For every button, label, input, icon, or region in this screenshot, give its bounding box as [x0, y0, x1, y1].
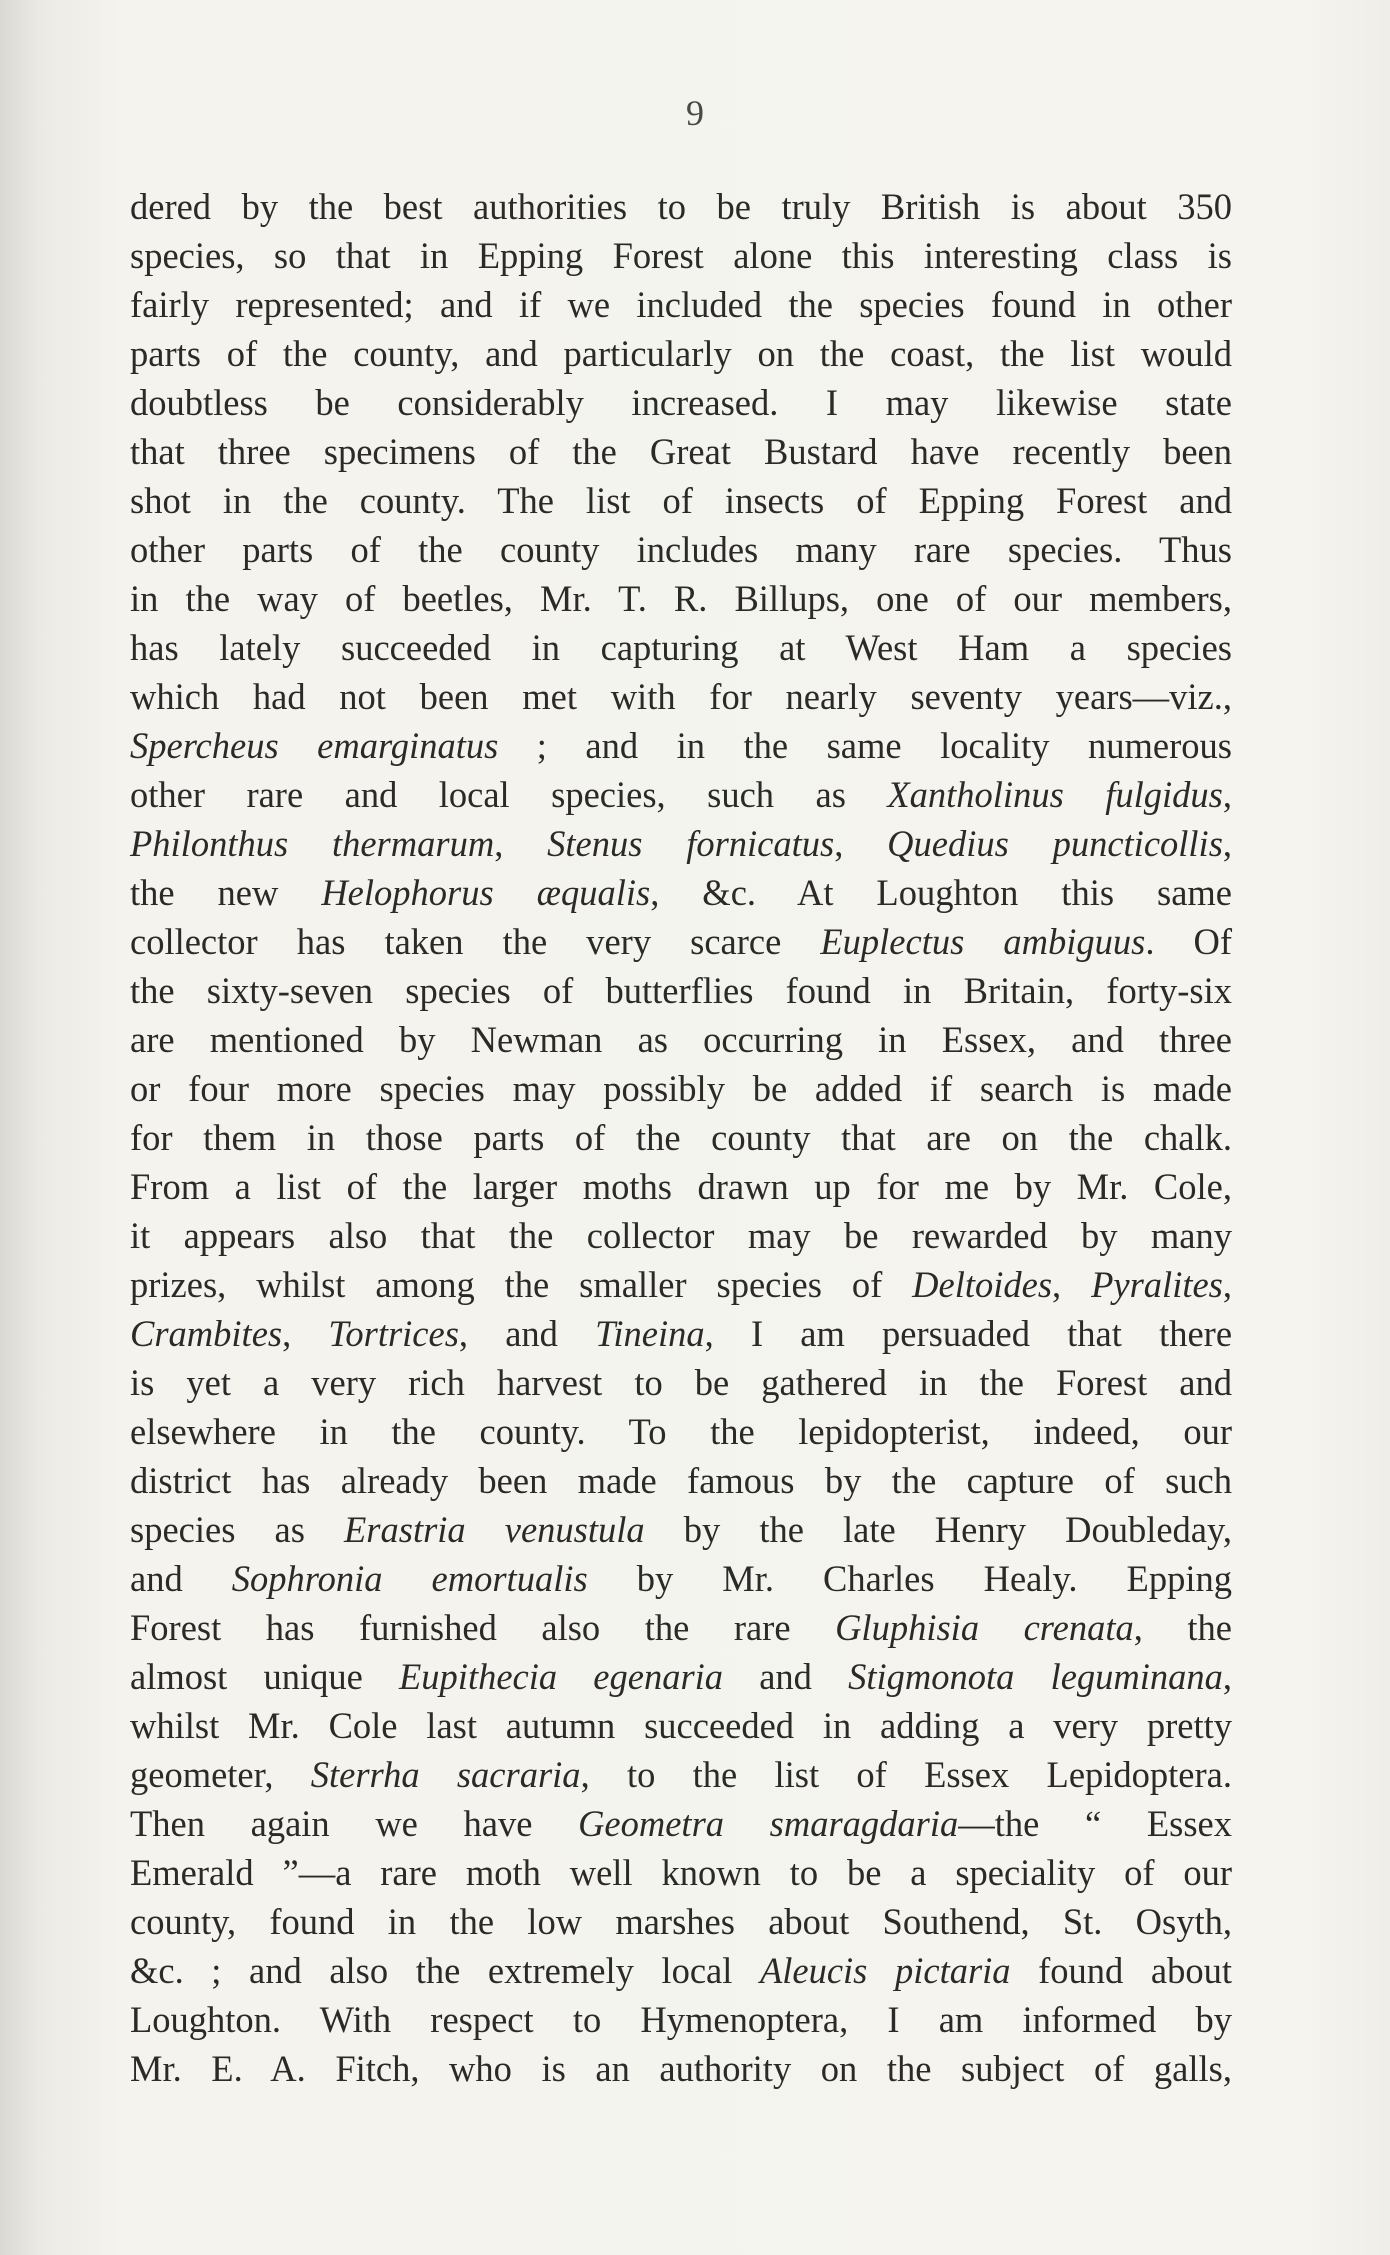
- body-text: [130, 182, 1232, 2093]
- italic-term: Erastria venustula: [343, 1509, 645, 1550]
- text-line: Loughton. With respect to Hymenoptera, I am informed by: [130, 1999, 1232, 2040]
- text-line: other rare and local species, such as Xantholinus fulgidus,: [130, 774, 1232, 815]
- text-line: that three specimens of the Great Bustard have recently been: [130, 431, 1232, 472]
- italic-term: Gluphisia crenata: [835, 1607, 1134, 1648]
- text-line: dered by the best authorities to be truly British is about 350: [130, 186, 1232, 227]
- italic-term: Sterrha sacraria: [310, 1754, 581, 1795]
- text-line: has lately succeeded in capturing at West Ham a species: [130, 627, 1232, 668]
- italic-term: Philonthus thermarum: [130, 823, 495, 864]
- italic-term: Stigmonota leguminana: [848, 1656, 1223, 1697]
- text-line: almost unique Eupithecia egenaria and Stigmonota leguminana,: [130, 1656, 1233, 1697]
- text-line: elsewhere in the county. To the lepidopterist, indeed, our: [130, 1411, 1232, 1452]
- text-line: the new Helophorus æqualis, &c. At Loughton this same: [130, 872, 1232, 913]
- text-line: fairly represented; and if we included the species found in other: [130, 284, 1232, 325]
- italic-term: Geometra smaragdaria: [578, 1803, 959, 1844]
- italic-term: Stenus fornicatus: [547, 823, 835, 864]
- page-number: 9: [686, 93, 704, 133]
- text-line: district has already been made famous by the capture of such: [130, 1460, 1232, 1501]
- text-line: is yet a very rich harvest to be gathered in the Forest and: [130, 1362, 1232, 1403]
- italic-term: Xantholinus fulgidus: [887, 774, 1223, 815]
- italic-term: Crambites: [130, 1313, 283, 1354]
- text-line: doubtless be considerably increased. I may likewise state: [130, 382, 1232, 423]
- text-line: whilst Mr. Cole last autumn succeeded in adding a very pretty: [130, 1705, 1232, 1746]
- text-line: Crambites, Tortrices, and Tineina, I am persuaded that there: [130, 1313, 1233, 1354]
- text-line: or four more species may possibly be added if search is made: [130, 1068, 1232, 1109]
- text-line: for them in those parts of the county that are on the chalk.: [130, 1117, 1232, 1158]
- text-line: parts of the county, and particularly on the coast, the list would: [130, 333, 1232, 374]
- text-line: it appears also that the collector may be rewarded by many: [130, 1215, 1232, 1256]
- text-line: are mentioned by Newman as occurring in Essex, and three: [130, 1019, 1232, 1060]
- text-line: Then again we have Geometra smaragdaria—the “ Essex: [130, 1803, 1233, 1844]
- text-line: in the way of beetles, Mr. T. R. Billups, one of our members,: [130, 578, 1232, 619]
- text-line: shot in the county. The list of insects of Epping Forest and: [130, 480, 1232, 521]
- text-line: Forest has furnished also the rare Gluphisia crenata, the: [130, 1607, 1233, 1648]
- italic-term: Deltoides: [912, 1264, 1053, 1305]
- text-line: Emerald ”—a rare moth well known to be a speciality of our: [130, 1852, 1232, 1893]
- text-line: geometer, Sterrha sacraria, to the list of Essex Lepidoptera.: [130, 1754, 1232, 1795]
- text-line: Mr. E. A. Fitch, who is an authority on the subject of galls,: [130, 2048, 1232, 2089]
- text-line: Spercheus emarginatus ; and in the same locality numerous: [130, 725, 1232, 766]
- text-line: species as Erastria venustula by the late Henry Doubleday,: [130, 1509, 1232, 1550]
- italic-term: Spercheus emarginatus: [130, 725, 499, 766]
- text-line: &c. ; and also the extremely local Aleucis pictaria found about: [130, 1950, 1232, 1991]
- italic-term: Helophorus æqualis: [321, 872, 651, 913]
- text-line: Philonthus thermarum, Stenus fornicatus, Quedius puncticollis,: [130, 823, 1233, 864]
- italic-term: Quedius puncticollis: [887, 823, 1223, 864]
- text-line: which had not been met with for nearly seventy years—viz.,: [130, 676, 1232, 717]
- italic-term: Eupithecia egenaria: [399, 1656, 724, 1697]
- italic-term: Tineina: [595, 1313, 705, 1354]
- italic-term: Euplectus ambiguus: [820, 921, 1146, 962]
- text-line: other parts of the county includes many rare species. Thus: [130, 529, 1232, 570]
- italic-term: Pyralites: [1091, 1264, 1223, 1305]
- text-line: species, so that in Epping Forest alone this interesting class is: [130, 235, 1232, 276]
- text-line: From a list of the larger moths drawn up for me by Mr. Cole,: [130, 1166, 1232, 1207]
- italic-term: Tortrices: [328, 1313, 459, 1354]
- text-line: the sixty-seven species of butterflies found in Britain, forty-six: [130, 970, 1232, 1011]
- text-line: and Sophronia emortualis by Mr. Charles Healy. Epping: [130, 1558, 1232, 1599]
- italic-term: Sophronia emortualis: [231, 1558, 588, 1599]
- text-line: county, found in the low marshes about Southend, St. Osyth,: [130, 1901, 1232, 1942]
- italic-term: Aleucis pictaria: [759, 1950, 1011, 1991]
- text-line: collector has taken the very scarce Euplectus ambiguus. Of: [130, 921, 1233, 962]
- text-line: prizes, whilst among the smaller species of Deltoides, Pyralites,: [130, 1264, 1233, 1305]
